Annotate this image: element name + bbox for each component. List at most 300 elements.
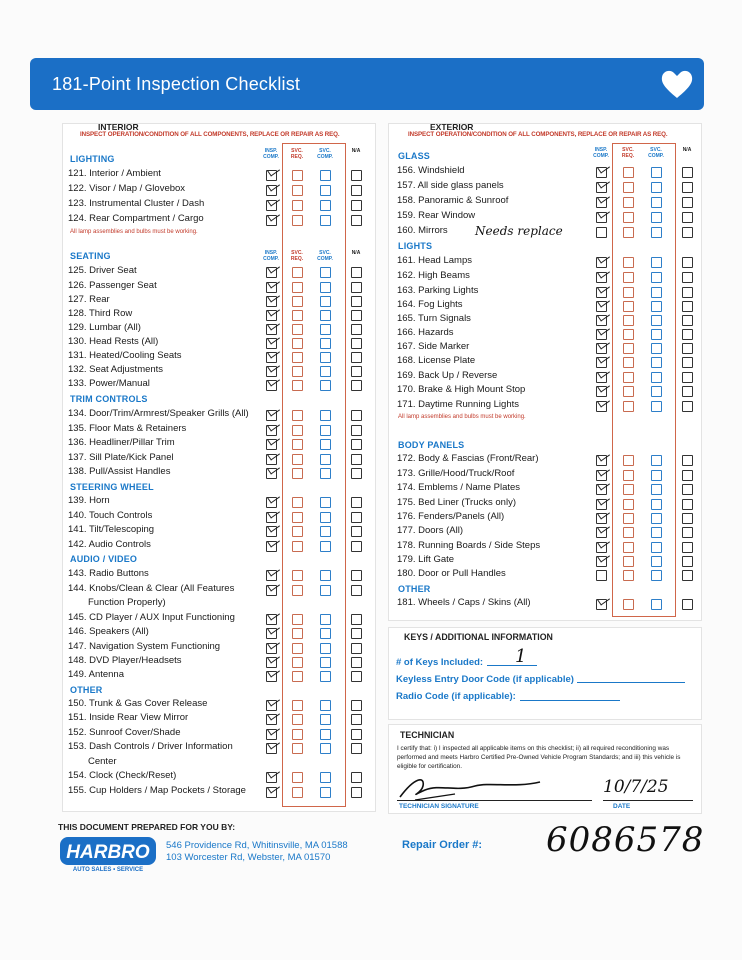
svc-req-checkbox[interactable]: [623, 272, 634, 283]
svc-comp-checkbox[interactable]: [320, 512, 331, 523]
item-label: 138. Pull/Assist Handles: [68, 466, 171, 477]
svc-req-checkbox[interactable]: [292, 643, 303, 654]
date-line[interactable]: [603, 800, 693, 801]
na-checkbox[interactable]: [351, 729, 362, 740]
na-checkbox[interactable]: [682, 357, 693, 368]
item-label: 145. CD Player / AUX Input Functioning: [68, 612, 235, 623]
technician-signature: [395, 772, 545, 802]
svc-req-checkbox[interactable]: [623, 513, 634, 524]
na-checkbox[interactable]: [351, 215, 362, 226]
handwritten-note: Needs replace: [475, 224, 563, 238]
na-checkbox[interactable]: [682, 513, 693, 524]
item-label: 176. Fenders/Panels (All): [397, 511, 505, 522]
na-checkbox[interactable]: [351, 468, 362, 479]
svc-comp-checkbox[interactable]: [320, 267, 331, 278]
svc-comp-checkbox[interactable]: [651, 527, 662, 538]
na-checkbox[interactable]: [351, 425, 362, 436]
na-checkbox[interactable]: [682, 570, 693, 581]
na-checkbox[interactable]: [351, 200, 362, 211]
insp-checkbox[interactable]: [266, 671, 277, 682]
svc-comp-checkbox[interactable]: [320, 324, 331, 335]
svc-comp-checkbox[interactable]: [320, 787, 331, 798]
item-label: 150. Trunk & Gas Cover Release: [68, 698, 208, 709]
svc-req-checkbox[interactable]: [623, 212, 634, 223]
item-label: 134. Door/Trim/Armrest/Speaker Grills (All): [68, 408, 249, 419]
item-label: 156. Windshield: [397, 165, 465, 176]
svc-req-checkbox[interactable]: [623, 329, 634, 340]
svc-req-checkbox[interactable]: [292, 714, 303, 725]
item-label: 180. Door or Pull Handles: [397, 568, 506, 579]
svc-comp-checkbox[interactable]: [320, 200, 331, 211]
svc-comp-checkbox[interactable]: [651, 484, 662, 495]
na-checkbox[interactable]: [351, 787, 362, 798]
insp-checkbox[interactable]: [266, 787, 277, 798]
svc-comp-checkbox[interactable]: [320, 338, 331, 349]
svc-req-checkbox[interactable]: [292, 743, 303, 754]
section-seating: SEATING: [70, 251, 111, 261]
insp-checkbox[interactable]: [596, 599, 607, 610]
item-label: 146. Speakers (All): [68, 626, 149, 637]
svc-req-checkbox[interactable]: [292, 497, 303, 508]
item-label: 179. Lift Gate: [397, 554, 455, 565]
signature-label: TECHNICIAN SIGNATURE: [399, 803, 479, 810]
svc-comp-checkbox[interactable]: [651, 513, 662, 524]
svc-comp-checkbox[interactable]: [320, 215, 331, 226]
svc-req-checkbox[interactable]: [623, 167, 634, 178]
svc-req-checkbox[interactable]: [292, 310, 303, 321]
svc-comp-checkbox[interactable]: [320, 352, 331, 363]
item-label: 140. Touch Controls: [68, 510, 153, 521]
svc-req-checkbox[interactable]: [292, 541, 303, 552]
svc-comp-checkbox[interactable]: [320, 700, 331, 711]
na-checkbox[interactable]: [682, 470, 693, 481]
page-title: 181-Point Inspection Checklist: [52, 74, 301, 94]
svc-comp-checkbox[interactable]: [320, 366, 331, 377]
na-checkbox[interactable]: [351, 439, 362, 450]
svc-req-checkbox[interactable]: [292, 614, 303, 625]
item-label: 126. Passenger Seat: [68, 280, 157, 291]
svc-req-checkbox[interactable]: [292, 282, 303, 293]
item-label: 174. Emblems / Name Plates: [397, 482, 521, 493]
na-checkbox[interactable]: [682, 455, 693, 466]
svc-req-checkbox[interactable]: [623, 257, 634, 268]
na-checkbox[interactable]: [351, 497, 362, 508]
svc-comp-checkbox[interactable]: [320, 570, 331, 581]
item-label: 178. Running Boards / Side Steps: [397, 540, 541, 551]
svc-req-checkbox[interactable]: [623, 197, 634, 208]
svc-comp-checkbox[interactable]: [320, 310, 331, 321]
na-checkbox[interactable]: [351, 700, 362, 711]
insp-checkbox[interactable]: [596, 570, 607, 581]
svc-comp-checkbox[interactable]: [320, 643, 331, 654]
svc-comp-checkbox[interactable]: [651, 182, 662, 193]
svc-comp-checkbox[interactable]: [320, 468, 331, 479]
na-checkbox[interactable]: [682, 499, 693, 510]
svc-comp-checkbox[interactable]: [320, 585, 331, 596]
svc-comp-checkbox[interactable]: [651, 287, 662, 298]
na-checkbox[interactable]: [351, 772, 362, 783]
item-label: 121. Interior / Ambient: [68, 168, 161, 179]
item-label: 175. Bed Liner (Trucks only): [397, 497, 516, 508]
item-label: 157. All side glass panels: [397, 180, 504, 191]
item-label: 161. Head Lamps: [397, 255, 472, 266]
logo-text: HARBRO: [66, 842, 150, 863]
na-checkbox[interactable]: [351, 366, 362, 377]
column-header-col_insp: INSP. COMP.: [263, 148, 279, 160]
svc-comp-checkbox[interactable]: [320, 614, 331, 625]
section-other: OTHER: [70, 685, 103, 695]
svc-comp-checkbox[interactable]: [320, 657, 331, 668]
lamp-note: All lamp assemblies and bulbs must be working.: [70, 229, 198, 235]
na-checkbox[interactable]: [682, 343, 693, 354]
svc-req-checkbox[interactable]: [623, 343, 634, 354]
na-checkbox[interactable]: [351, 410, 362, 421]
address-1: 546 Providence Rd, Whitinsville, MA 01588: [166, 840, 348, 851]
technician-title: TECHNICIAN: [400, 730, 455, 740]
svc-req-checkbox[interactable]: [292, 570, 303, 581]
insp-checkbox[interactable]: [266, 743, 277, 754]
svc-comp-checkbox[interactable]: [320, 454, 331, 465]
svc-comp-checkbox[interactable]: [651, 499, 662, 510]
item-label: 136. Headliner/Pillar Trim: [68, 437, 175, 448]
na-checkbox[interactable]: [682, 527, 693, 538]
section-lighting: LIGHTING: [70, 154, 115, 164]
column-header-col_na: N/A: [351, 250, 361, 256]
svc-comp-checkbox[interactable]: [320, 425, 331, 436]
na-checkbox[interactable]: [682, 599, 693, 610]
item-label: 172. Body & Fascias (Front/Rear): [397, 453, 539, 464]
item-label: 135. Floor Mats & Retainers: [68, 423, 187, 434]
section-steering: STEERING WHEEL: [70, 482, 154, 492]
item-label: 163. Parking Lights: [397, 285, 479, 296]
svc-req-checkbox[interactable]: [623, 556, 634, 567]
svc-comp-checkbox[interactable]: [320, 439, 331, 450]
column-header-col_svc_comp: SVC. COMP.: [648, 147, 664, 159]
na-checkbox[interactable]: [351, 526, 362, 537]
insp-checkbox[interactable]: [266, 541, 277, 552]
svc-comp-checkbox[interactable]: [320, 282, 331, 293]
svc-req-checkbox[interactable]: [292, 468, 303, 479]
column-header-col_svc_req: SVC. REQ.: [290, 148, 304, 160]
item-label: 123. Instrumental Cluster / Dash: [68, 198, 205, 209]
item-label: 128. Third Row: [68, 308, 133, 319]
column-header-col_na: N/A: [682, 147, 692, 153]
svc-req-checkbox[interactable]: [292, 215, 303, 226]
header-banner: [30, 58, 704, 110]
item-label: 141. Tilt/Telescoping: [68, 524, 155, 535]
na-checkbox[interactable]: [351, 570, 362, 581]
na-checkbox[interactable]: [351, 380, 362, 391]
svc-req-checkbox[interactable]: [292, 185, 303, 196]
svc-req-checkbox[interactable]: [292, 585, 303, 596]
svc-comp-checkbox[interactable]: [651, 227, 662, 238]
svc-comp-checkbox[interactable]: [651, 315, 662, 326]
keyless-code-field[interactable]: [577, 682, 685, 683]
svc-req-checkbox[interactable]: [623, 455, 634, 466]
svc-comp-checkbox[interactable]: [651, 372, 662, 383]
svc-comp-checkbox[interactable]: [651, 272, 662, 283]
na-checkbox[interactable]: [682, 329, 693, 340]
column-header-col_insp: INSP. COMP.: [263, 250, 279, 262]
item-label: 168. License Plate: [397, 355, 476, 366]
svc-comp-checkbox[interactable]: [320, 526, 331, 537]
svc-req-checkbox[interactable]: [292, 200, 303, 211]
insp-checkbox[interactable]: [596, 556, 607, 567]
na-checkbox[interactable]: [351, 170, 362, 181]
svc-req-checkbox[interactable]: [623, 357, 634, 368]
heart-icon: [660, 68, 694, 100]
svc-req-checkbox[interactable]: [623, 570, 634, 581]
item-label: 164. Fog Lights: [397, 299, 463, 310]
svc-req-checkbox[interactable]: [292, 512, 303, 523]
insp-checkbox[interactable]: [266, 215, 277, 226]
keyless-code-label: Keyless Entry Door Code (if applicable): [396, 674, 574, 685]
item-label: 171. Daytime Running Lights: [397, 399, 519, 410]
svc-req-checkbox[interactable]: [292, 787, 303, 798]
svc-req-checkbox[interactable]: [623, 227, 634, 238]
date-label: DATE: [613, 803, 631, 810]
svc-comp-checkbox[interactable]: [651, 542, 662, 553]
svc-comp-checkbox[interactable]: [651, 401, 662, 412]
svc-req-checkbox[interactable]: [292, 410, 303, 421]
svc-req-checkbox[interactable]: [623, 484, 634, 495]
item-label: 137. Sill Plate/Kick Panel: [68, 452, 174, 463]
svc-req-checkbox[interactable]: [292, 729, 303, 740]
svc-comp-checkbox[interactable]: [320, 743, 331, 754]
svc-comp-checkbox[interactable]: [320, 729, 331, 740]
svc-req-checkbox[interactable]: [623, 401, 634, 412]
na-checkbox[interactable]: [682, 301, 693, 312]
svc-comp-checkbox[interactable]: [651, 599, 662, 610]
section-other: OTHER: [398, 584, 431, 594]
na-checkbox[interactable]: [351, 267, 362, 278]
item-label: 177. Doors (All): [397, 525, 463, 536]
na-checkbox[interactable]: [682, 212, 693, 223]
address-2: 103 Worcester Rd, Webster, MA 01570: [166, 852, 331, 863]
na-checkbox[interactable]: [351, 628, 362, 639]
svc-comp-checkbox[interactable]: [320, 541, 331, 552]
na-checkbox[interactable]: [351, 512, 362, 523]
svc-req-checkbox[interactable]: [292, 338, 303, 349]
insp-checkbox[interactable]: [266, 468, 277, 479]
na-checkbox[interactable]: [351, 585, 362, 596]
column-header-col_svc_req: SVC. REQ.: [290, 250, 304, 262]
column-header-col_svc_comp: SVC. COMP.: [317, 148, 333, 160]
svc-req-checkbox[interactable]: [623, 287, 634, 298]
item-label: 160. Mirrors: [397, 225, 448, 236]
item-label: 130. Head Rests (All): [68, 336, 159, 347]
na-checkbox[interactable]: [351, 541, 362, 552]
item-label: Function Properly): [88, 597, 166, 608]
interior-title: INTERIOR: [98, 122, 139, 132]
item-label: 173. Grille/Hood/Truck/Roof: [397, 468, 515, 479]
item-label: 133. Power/Manual: [68, 378, 150, 389]
item-label: 125. Driver Seat: [68, 265, 137, 276]
svc-comp-checkbox[interactable]: [320, 628, 331, 639]
item-label: 122. Visor / Map / Glovebox: [68, 183, 186, 194]
svc-req-checkbox[interactable]: [623, 372, 634, 383]
na-checkbox[interactable]: [351, 310, 362, 321]
svc-comp-checkbox[interactable]: [651, 556, 662, 567]
section-trim: TRIM CONTROLS: [70, 394, 148, 404]
svc-req-checkbox[interactable]: [623, 599, 634, 610]
svc-comp-checkbox[interactable]: [320, 380, 331, 391]
item-label: 127. Rear: [68, 294, 110, 305]
na-checkbox[interactable]: [682, 315, 693, 326]
svc-req-checkbox[interactable]: [623, 386, 634, 397]
item-label: 181. Wheels / Caps / Skins (All): [397, 597, 531, 608]
insp-checkbox[interactable]: [596, 212, 607, 223]
keys-count-field[interactable]: [487, 665, 537, 666]
column-header-col_svc_comp: SVC. COMP.: [317, 250, 333, 262]
column-header-col_svc_req: SVC. REQ.: [621, 147, 635, 159]
na-checkbox[interactable]: [682, 372, 693, 383]
na-checkbox[interactable]: [351, 185, 362, 196]
na-checkbox[interactable]: [682, 542, 693, 553]
item-label: 162. High Beams: [397, 270, 470, 281]
svc-comp-checkbox[interactable]: [651, 386, 662, 397]
item-label: 167. Side Marker: [397, 341, 470, 352]
insp-checkbox[interactable]: [596, 401, 607, 412]
na-checkbox[interactable]: [351, 743, 362, 754]
svc-req-checkbox[interactable]: [292, 380, 303, 391]
item-label: 131. Heated/Cooling Seats: [68, 350, 182, 361]
repair-order-label: Repair Order #:: [402, 839, 483, 851]
svc-comp-checkbox[interactable]: [651, 167, 662, 178]
svc-comp-checkbox[interactable]: [651, 212, 662, 223]
na-checkbox[interactable]: [351, 454, 362, 465]
na-checkbox[interactable]: [351, 296, 362, 307]
item-label: 155. Cup Holders / Map Pockets / Storage: [68, 785, 246, 796]
na-checkbox[interactable]: [682, 167, 693, 178]
exterior-title: EXTERIOR: [430, 122, 474, 132]
exterior-subtitle: INSPECT OPERATION/CONDITION OF ALL COMPONENTS, REPLACE OR REPAIR AS REQ.: [408, 131, 668, 138]
svc-req-checkbox[interactable]: [292, 439, 303, 450]
keys-count-value: 1: [515, 646, 527, 667]
na-checkbox[interactable]: [682, 197, 693, 208]
svc-comp-checkbox[interactable]: [651, 329, 662, 340]
svc-req-checkbox[interactable]: [292, 700, 303, 711]
svc-comp-checkbox[interactable]: [320, 185, 331, 196]
svc-req-checkbox[interactable]: [292, 296, 303, 307]
svc-comp-checkbox[interactable]: [651, 343, 662, 354]
item-label: 159. Rear Window: [397, 210, 476, 221]
item-label: 158. Panoramic & Sunroof: [397, 195, 509, 206]
svc-req-checkbox[interactable]: [292, 324, 303, 335]
item-label: 154. Clock (Check/Reset): [68, 770, 177, 781]
na-checkbox[interactable]: [682, 401, 693, 412]
svc-req-checkbox[interactable]: [623, 542, 634, 553]
signature-line[interactable]: [397, 800, 592, 801]
svc-req-checkbox[interactable]: [623, 315, 634, 326]
svc-comp-checkbox[interactable]: [320, 671, 331, 682]
item-label: 142. Audio Controls: [68, 539, 151, 550]
svc-comp-checkbox[interactable]: [651, 357, 662, 368]
svc-req-checkbox[interactable]: [623, 301, 634, 312]
svc-comp-checkbox[interactable]: [320, 772, 331, 783]
svc-req-checkbox[interactable]: [292, 628, 303, 639]
na-checkbox[interactable]: [682, 257, 693, 268]
column-header-col_insp: INSP. COMP.: [593, 147, 609, 159]
na-checkbox[interactable]: [351, 643, 362, 654]
na-checkbox[interactable]: [351, 614, 362, 625]
section-glass: GLASS: [398, 151, 431, 161]
na-checkbox[interactable]: [682, 556, 693, 567]
svc-req-checkbox[interactable]: [292, 267, 303, 278]
harbro-logo: [58, 833, 158, 873]
svc-comp-checkbox[interactable]: [320, 714, 331, 725]
column-header-col_na: N/A: [351, 148, 361, 154]
na-checkbox[interactable]: [682, 287, 693, 298]
date-value: 10/7/25: [603, 777, 669, 797]
insp-checkbox[interactable]: [266, 380, 277, 391]
svc-comp-checkbox[interactable]: [651, 197, 662, 208]
item-label: 139. Horn: [68, 495, 110, 506]
svc-req-checkbox[interactable]: [292, 526, 303, 537]
svc-comp-checkbox[interactable]: [651, 570, 662, 581]
interior-subtitle: INSPECT OPERATION/CONDITION OF ALL COMPONENTS, REPLACE OR REPAIR AS REQ.: [80, 131, 340, 138]
na-checkbox[interactable]: [351, 352, 362, 363]
svc-comp-checkbox[interactable]: [320, 497, 331, 508]
na-checkbox[interactable]: [351, 282, 362, 293]
radio-code-label: Radio Code (if applicable):: [396, 691, 516, 702]
svc-comp-checkbox[interactable]: [320, 296, 331, 307]
radio-code-field[interactable]: [520, 700, 620, 701]
svc-req-checkbox[interactable]: [292, 657, 303, 668]
insp-checkbox[interactable]: [266, 585, 277, 596]
na-checkbox[interactable]: [682, 386, 693, 397]
na-checkbox[interactable]: [351, 324, 362, 335]
svc-req-checkbox[interactable]: [292, 454, 303, 465]
item-label: 166. Hazards: [397, 327, 454, 338]
lamp-note: All lamp assemblies and bulbs must be working.: [398, 414, 526, 420]
svc-req-checkbox[interactable]: [292, 425, 303, 436]
item-label: 147. Navigation System Functioning: [68, 641, 221, 652]
na-checkbox[interactable]: [351, 338, 362, 349]
na-checkbox[interactable]: [682, 272, 693, 283]
svc-req-checkbox[interactable]: [292, 772, 303, 783]
item-label: 129. Lumbar (All): [68, 322, 141, 333]
repair-order-value: 6086578: [546, 820, 705, 860]
item-label: 165. Turn Signals: [397, 313, 471, 324]
svc-comp-checkbox[interactable]: [320, 410, 331, 421]
svc-comp-checkbox[interactable]: [320, 170, 331, 181]
svc-comp-checkbox[interactable]: [651, 301, 662, 312]
na-checkbox[interactable]: [682, 182, 693, 193]
svc-req-checkbox[interactable]: [623, 182, 634, 193]
svc-req-checkbox[interactable]: [623, 527, 634, 538]
na-checkbox[interactable]: [351, 657, 362, 668]
svc-req-checkbox[interactable]: [623, 499, 634, 510]
na-checkbox[interactable]: [351, 671, 362, 682]
na-checkbox[interactable]: [351, 714, 362, 725]
svc-comp-checkbox[interactable]: [651, 455, 662, 466]
svc-req-checkbox[interactable]: [623, 470, 634, 481]
insp-checkbox[interactable]: [596, 227, 607, 238]
item-label: 143. Radio Buttons: [68, 568, 149, 579]
item-label: 132. Seat Adjustments: [68, 364, 164, 375]
na-checkbox[interactable]: [682, 227, 693, 238]
svc-req-checkbox[interactable]: [292, 366, 303, 377]
svc-req-checkbox[interactable]: [292, 671, 303, 682]
svc-req-checkbox[interactable]: [292, 352, 303, 363]
na-checkbox[interactable]: [682, 484, 693, 495]
svc-req-checkbox[interactable]: [292, 170, 303, 181]
item-label: 149. Antenna: [68, 669, 124, 680]
item-label: 148. DVD Player/Headsets: [68, 655, 182, 666]
svc-comp-checkbox[interactable]: [651, 470, 662, 481]
svc-comp-checkbox[interactable]: [651, 257, 662, 268]
